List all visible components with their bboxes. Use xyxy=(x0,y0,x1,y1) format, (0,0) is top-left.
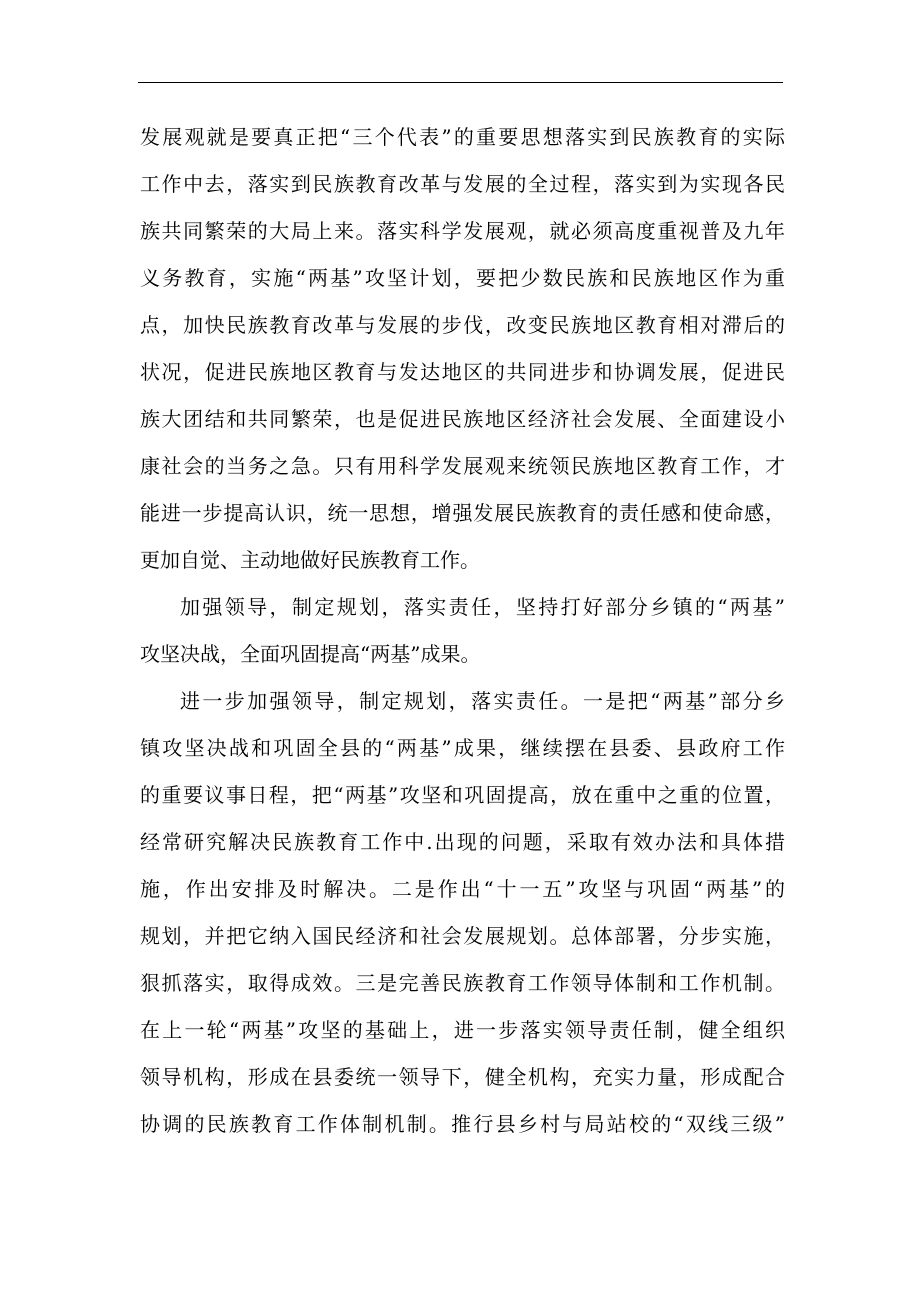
text-line: 攻坚决战，全面巩固提高“两基”成果。 xyxy=(140,642,481,666)
text-line: 规划，并把它纳入国民经济和社会发展规划。总体部署，分步实施， xyxy=(140,924,785,948)
text-line: 义务教育，实施“两基”攻坚计划，要把少数民族和民族地区作为重 xyxy=(140,266,785,290)
text-line: 的重要议事日程，把“两基”攻坚和巩固提高，放在重中之重的位置， xyxy=(140,783,785,807)
text-line: 能进一步提高认识，统一思想，增强发展民族教育的责任感和使命感， xyxy=(140,501,785,525)
text-line: 协调的民族教育工作体制机制。推行县乡村与局站校的“双线三级” xyxy=(140,1112,785,1136)
text-line: 更加自觉、主动地做好民族教育工作。 xyxy=(140,548,480,572)
text-line: 工作中去，落实到民族教育改革与发展的全过程，落实到为实现各民 xyxy=(140,172,785,196)
text-line: 领导机构，形成在县委统一领导下，健全机构，充实力量，形成配合 xyxy=(140,1065,785,1089)
text-line: 在上一轮“两基”攻坚的基础上，进一步落实领导责任制，健全组织 xyxy=(140,1018,785,1042)
paragraph-1 xyxy=(140,114,785,584)
text-line: 点，加快民族教育改革与发展的步伐，改变民族地区教育相对滞后的 xyxy=(140,313,785,337)
text-line: 镇攻坚决战和巩固全县的“两基”成果，继续摆在县委、县政府工作 xyxy=(140,736,785,760)
text-line: 进一步加强领导，制定规划，落实责任。一是把“两基”部分乡 xyxy=(180,689,785,713)
document-body xyxy=(140,114,785,1148)
text-line: 康社会的当务之急。只有用科学发展观来统领民族地区教育工作，才 xyxy=(140,454,785,478)
text-line: 施，作出安排及时解决。二是作出“十一五”攻坚与巩固“两基”的 xyxy=(140,877,785,901)
text-line: 发展观就是要真正把“三个代表”的重要思想落实到民族教育的实际 xyxy=(140,125,785,149)
text-line: 狠抓落实，取得成效。三是完善民族教育工作领导体制和工作机制。 xyxy=(140,971,785,995)
text-line: 族共同繁荣的大局上来。落实科学发展观，就必须高度重视普及九年 xyxy=(140,219,785,243)
text-line: 加强领导，制定规划，落实责任，坚持打好部分乡镇的“两基” xyxy=(180,595,785,619)
text-line: 经常研究解决民族教育工作中.出现的问题，采取有效办法和具体措 xyxy=(140,830,785,854)
text-line: 族大团结和共同繁荣，也是促进民族地区经济社会发展、全面建设小 xyxy=(140,407,785,431)
paragraph-3 xyxy=(140,678,785,1148)
header-rule xyxy=(138,82,783,83)
paragraph-2 xyxy=(140,584,785,678)
text-line: 状况，促进民族地区教育与发达地区的共同进步和协调发展，促进民 xyxy=(140,360,785,384)
